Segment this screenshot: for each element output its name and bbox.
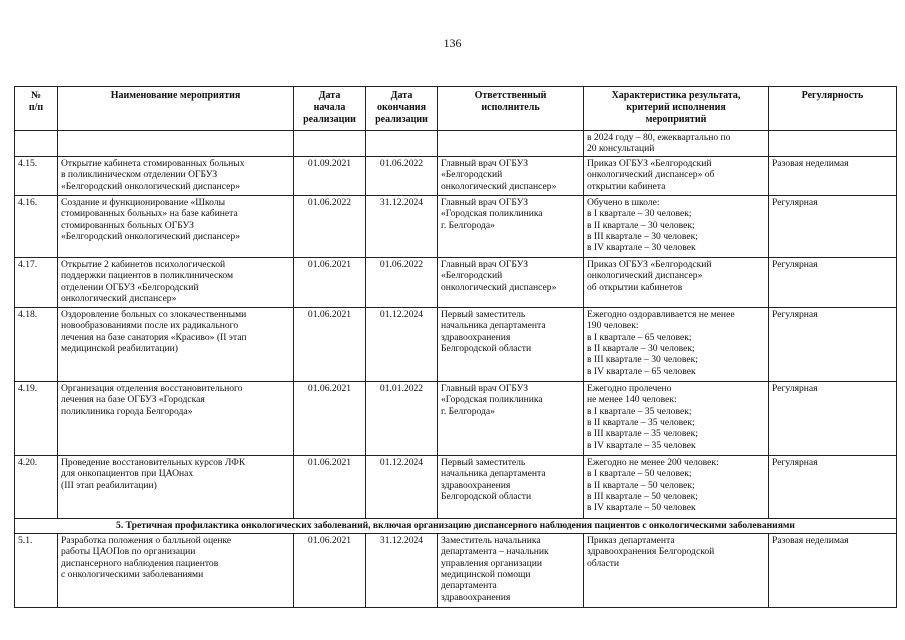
cell-num: 5.1. (15, 533, 58, 607)
cell-num: 4.15. (15, 156, 58, 195)
cell-regularity: Регулярная (769, 307, 897, 381)
page-number: 136 (443, 36, 462, 50)
cell-result: Ежегодно оздоравливается не менее 190 человек: в I квартале – 65 человек; в II квартале – 30 человек; в III квартале – 30 человек; в IV квартале – 65 человек (584, 307, 769, 381)
cell-responsible: Первый заместитель начальника департамента здравоохранения Белгородской области (438, 307, 584, 381)
cell-start: 01.06.2022 (294, 195, 366, 257)
cell-responsible: Главный врач ОГБУЗ «Городская поликлиника г. Белгорода» (438, 195, 584, 257)
cell-name: Создание и функционирование «Школы стомированных больных» на базе кабинета стомированных больных ОГБУЗ «Белгородский онкологический диспансер» (58, 195, 294, 257)
cell-result: Ежегодно пролечено не менее 140 человек: в I квартале – 35 человек; в II квартале – 35 человек; в III квартале – 35 человек; в IV квартале – 35 человек (584, 381, 769, 455)
cell-end: 01.12.2024 (366, 307, 438, 381)
cell-start (294, 131, 366, 157)
header-result: Характеристика результата, критерий исполнения мероприятий (584, 87, 769, 131)
cell-result: в 2024 году – 80, ежеквартально по 20 консультаций (584, 131, 769, 157)
cell-regularity: Регулярная (769, 455, 897, 518)
section-title-row (15, 518, 897, 533)
cell-regularity: Разовая неделимая (769, 533, 897, 607)
cell-result: Приказ департамента здравоохранения Белгородской области (584, 533, 769, 607)
cell-num (15, 131, 58, 157)
cell-regularity: Регулярная (769, 381, 897, 455)
cell-responsible: Заместитель начальника департамента – начальник управления организации медицинской помощи департамента здравоохранения (438, 533, 584, 607)
cell-num: 4.16. (15, 195, 58, 257)
cell-name: Оздоровление больных со злокачественными новообразованиями после их радикального лечения на базе санатория «Красиво» (II этап медицинской реабилитации) (58, 307, 294, 381)
table-header-row (15, 87, 897, 131)
cell-start: 01.06.2021 (294, 307, 366, 381)
cell-num: 4.18. (15, 307, 58, 381)
cell-end: 01.01.2022 (366, 381, 438, 455)
cell-responsible: Первый заместитель начальника департамента здравоохранения Белгородской области (438, 455, 584, 518)
cell-regularity: Регулярная (769, 257, 897, 307)
cell-regularity: Разовая неделимая (769, 156, 897, 195)
cell-responsible: Главный врач ОГБУЗ «Белгородский онкологический диспансер» (438, 257, 584, 307)
cell-num: 4.17. (15, 257, 58, 307)
table-row (15, 195, 897, 257)
cell-responsible (438, 131, 584, 157)
cell-result: Приказ ОГБУЗ «Белгородский онкологический диспансер» об открытии кабинета (584, 156, 769, 195)
header-num: № п/п (15, 87, 58, 131)
section-5-title: 5. Третичная профилактика онкологических заболеваний, включая организацию диспансерного наблюдения пациентов с онкологическими заболеваниями (15, 518, 897, 533)
table-row (15, 533, 897, 607)
cell-name: Проведение восстановительных курсов ЛФК для онкопациентов при ЦАОнах (III этап реабилитации) (58, 455, 294, 518)
cell-end: 01.06.2022 (366, 156, 438, 195)
cell-end: 01.06.2022 (366, 257, 438, 307)
header-end-date: Дата окончания реализации (366, 87, 438, 131)
cell-name: Разработка положения о балльной оценке работы ЦАОПов по организации диспансерного наблюдения пациентов с онкологическими заболеваниями (58, 533, 294, 607)
cell-name: Открытие 2 кабинетов психологической поддержки пациентов в поликлиническом отделении ОГБУЗ «Белгородский онкологический диспансер» (58, 257, 294, 307)
cell-name (58, 131, 294, 157)
table-row (15, 257, 897, 307)
cell-responsible: Главный врач ОГБУЗ «Городская поликлиника г. Белгорода» (438, 381, 584, 455)
cell-end (366, 131, 438, 157)
table-row-continuation (15, 131, 897, 157)
table-row (15, 381, 897, 455)
cell-result: Приказ ОГБУЗ «Белгородский онкологический диспансер» об открытии кабинетов (584, 257, 769, 307)
cell-num: 4.19. (15, 381, 58, 455)
header-start-date: Дата начала реализации (294, 87, 366, 131)
cell-responsible: Главный врач ОГБУЗ «Белгородский онкологический диспансер» (438, 156, 584, 195)
table-row (15, 307, 897, 381)
cell-end: 01.12.2024 (366, 455, 438, 518)
activities-table (14, 86, 897, 608)
header-regularity: Регулярность (769, 87, 897, 131)
cell-num: 4.20. (15, 455, 58, 518)
cell-start: 01.06.2021 (294, 455, 366, 518)
cell-end: 31.12.2024 (366, 195, 438, 257)
cell-name: Организация отделения восстановительного лечения на базе ОГБУЗ «Городская поликлиника города Белгорода» (58, 381, 294, 455)
cell-start: 01.09.2021 (294, 156, 366, 195)
cell-end: 31.12.2024 (366, 533, 438, 607)
cell-regularity (769, 131, 897, 157)
cell-name: Открытие кабинета стомированных больных в поликлиническом отделении ОГБУЗ «Белгородский онкологический диспансер» (58, 156, 294, 195)
cell-start: 01.06.2021 (294, 257, 366, 307)
cell-regularity: Регулярная (769, 195, 897, 257)
table-row (15, 156, 897, 195)
cell-start: 01.06.2021 (294, 533, 366, 607)
header-responsible: Ответственный исполнитель (438, 87, 584, 131)
cell-result: Ежегодно не менее 200 человек: в I квартале – 50 человек; в II квартале – 50 человек; в III квартале – 50 человек; в IV квартале – 50 человек (584, 455, 769, 518)
header-name: Наименование мероприятия (58, 87, 294, 131)
cell-start: 01.06.2021 (294, 381, 366, 455)
cell-result: Обучено в школе: в I квартале – 30 человек; в II квартале – 30 человек; в III квартале – 30 человек; в IV квартале – 30 человек (584, 195, 769, 257)
table-row (15, 455, 897, 518)
